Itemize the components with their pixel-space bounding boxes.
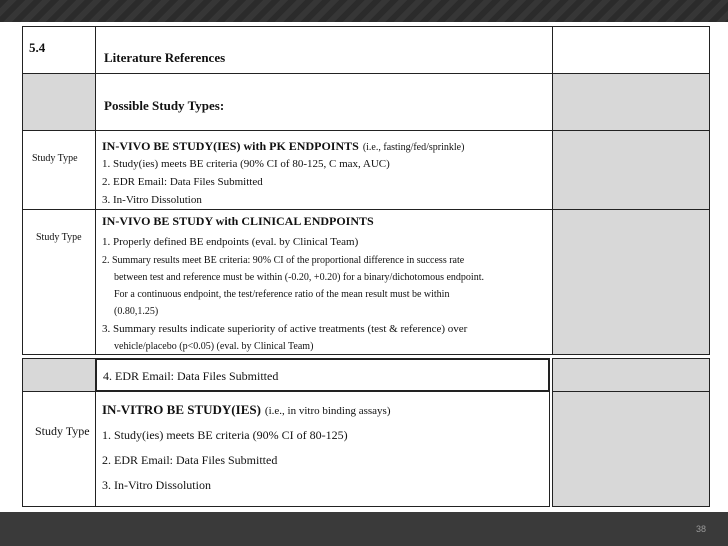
blank-cell	[552, 26, 710, 74]
clinical-study-line: 2. Summary results meet BE criteria: 90% CI of the proportional difference in success rate	[102, 255, 465, 266]
clinical-study-cell	[95, 209, 553, 355]
clinical-study-line: vehicle/placebo (p<0.05) (eval. by Clinical Team)	[114, 341, 314, 352]
in-vitro-study-line: 3. In-Vitro Dissolution	[102, 478, 211, 492]
blank-cell	[552, 130, 710, 210]
pk-study-line: 1. Study(ies) meets BE criteria (90% CI of 80-125, C max, AUC)	[102, 158, 390, 170]
in-vitro-study-cell	[95, 391, 550, 507]
blank-cell	[552, 73, 710, 131]
blank-cell	[552, 391, 710, 507]
pk-study-heading-note: (i.e., fasting/fed/sprinkle)	[362, 142, 465, 153]
in-vitro-study-heading-line	[102, 402, 391, 418]
in-vitro-study-line: 1. Study(ies) meets BE criteria (90% CI of 80-125)	[102, 428, 348, 442]
edr-email-cell	[95, 358, 550, 392]
pk-study-line: 2. EDR Email: Data Files Submitted	[102, 176, 263, 188]
blank-cell	[552, 209, 710, 355]
study-type-label-cell	[22, 209, 96, 355]
document-page	[0, 22, 728, 512]
study-type-label: Study Type	[32, 153, 78, 164]
clinical-study-line: (0.80,1.25)	[114, 306, 159, 317]
study-types-heading: Possible Study Types:	[104, 98, 225, 113]
slide-top-band	[0, 0, 728, 22]
study-type-label: Study Type	[36, 232, 82, 243]
in-vitro-study-line: 2. EDR Email: Data Files Submitted	[102, 453, 278, 467]
blank-cell	[22, 73, 96, 131]
clinical-study-heading: IN-VIVO BE STUDY with CLINICAL ENDPOINTS	[102, 214, 374, 228]
clinical-study-line: For a continuous endpoint, the test/reference ratio of the mean result must be within	[114, 289, 450, 300]
edr-email-line: 4. EDR Email: Data Files Submitted	[103, 369, 279, 383]
slide-bottom-band	[0, 512, 728, 546]
section-title: Literature References	[104, 50, 226, 65]
blank-cell	[552, 358, 710, 392]
in-vitro-study-heading-note: (i.e., in vitro binding assays)	[264, 405, 391, 417]
in-vitro-study-heading: IN-VITRO BE STUDY(IES)	[102, 402, 261, 417]
study-types-cell	[95, 73, 553, 131]
clinical-study-line: 3. Summary results indicate superiority of active treatments (test & reference) over	[102, 323, 468, 335]
section-number-cell	[22, 26, 96, 74]
pk-study-cell	[95, 130, 553, 210]
study-type-label-cell	[22, 391, 96, 507]
study-type-label-cell	[22, 130, 96, 210]
study-type-label: Study Type	[35, 424, 90, 438]
pk-study-line: 3. In-Vitro Dissolution	[102, 194, 202, 206]
page-number: 38	[695, 524, 706, 534]
clinical-study-line: 1. Properly defined BE endpoints (eval. by Clinical Team)	[102, 236, 359, 248]
blank-cell	[22, 358, 96, 392]
pk-study-heading: IN-VIVO BE STUDY(IES) with PK ENDPOINTS	[102, 139, 359, 153]
clinical-study-line: between test and reference must be within (-0.20, +0.20) for a binary/dichotomous endpoint.	[114, 272, 484, 283]
section-title-cell	[95, 26, 553, 74]
pk-study-heading-line	[102, 138, 464, 154]
section-number: 5.4	[29, 40, 46, 55]
